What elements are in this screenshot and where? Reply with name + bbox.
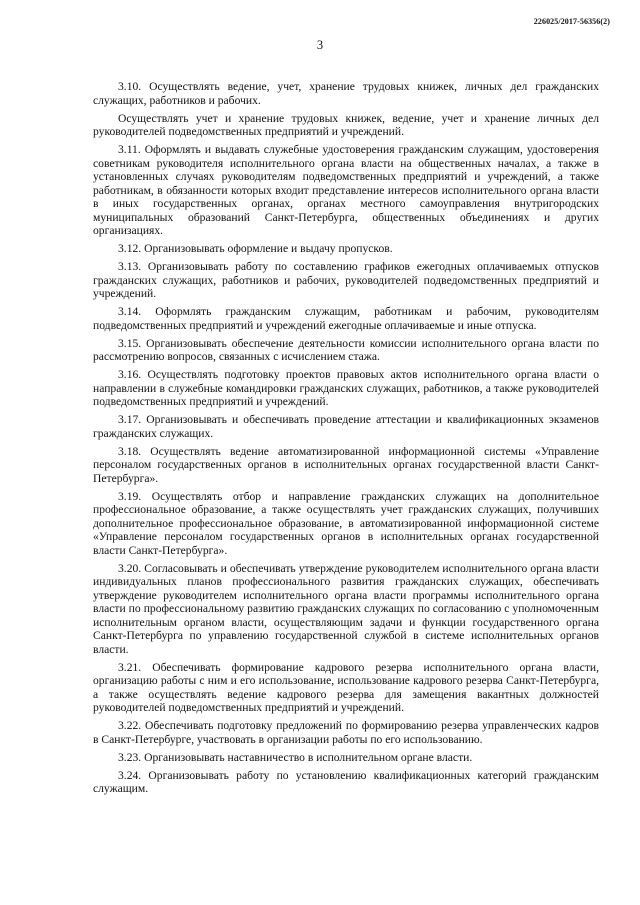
registration-number: 226025/2017-56356(2)	[533, 17, 610, 26]
paragraph-3-13: 3.13. Организовывать работу по составлению графиков ежегодных оплачиваемых отпусков гражданских служащих, работников и рабочих, руководителей подведомственных предприятий и учреждений.	[93, 260, 599, 300]
paragraph-3-20: 3.20. Согласовывать и обеспечивать утверждение руководителем исполнительного органа власти индивидуальных планов профессионального развития гражданских служащих, обеспечивать утверждение руководителем исполнительного органа власти программы исполнительного органа власти по профессиональному развитию гражданских служащих по согласованию с уполномоченным исполнительным органом власти, осуществляющим задачи и функции государственного органа Санкт-Петербурга по управлению государственной службой в системе исполнительных органов власти.	[93, 561, 599, 656]
document-body	[93, 80, 599, 800]
paragraph-3-24: 3.24. Организовывать работу по установлению квалификационных категорий гражданским служащим.	[93, 768, 599, 795]
paragraph-3-15: 3.15. Организовывать обеспечение деятельности комиссии исполнительного органа власти по рассмотрению вопросов, связанных с исчислением стажа.	[93, 336, 599, 363]
paragraph-3-21: 3.21. Обеспечивать формирование кадрового резерва исполнительного органа власти, организацию работы с ним и его использование, использование кадрового резерва Санкт-Петербурга, а также осуществлять ведение кадрового резерва для замещения вакантных должностей руководителей подведомственных предприятий и учреждений.	[93, 660, 599, 714]
paragraph-3-12: 3.12. Организовывать оформление и выдачу пропусков.	[118, 242, 393, 255]
paragraph-3-23: 3.23. Организовывать наставничество в исполнительном органе власти.	[118, 750, 473, 764]
paragraph-3-16: 3.16. Осуществлять подготовку проектов правовых актов исполнительного органа власти о направлении в служебные командировки гражданских служащих, работников, а также руководителей подведомственных предприятий и учреждений.	[93, 368, 599, 408]
paragraph-3-11: 3.11. Оформлять и выдавать служебные удостоверения гражданским служащим, удостоверения советникам руководителя исполнительного органа власти на общественных началах, а также в установленных случаях руководителям подведомственных предприятий и учреждений, а также работникам, в обязанности которых входит представление интересов исполнительного органа власти в иных государственных органах, органах местного самоуправления внутригородских муниципальных образований Санкт-Петербурга, общественных объединениях и других организациях.	[93, 143, 599, 237]
paragraph-3-22: 3.22. Обеспечивать подготовку предложений по формированию резерва управленческих кадров в Санкт-Петербурге, участвовать в организации работы по его использованию.	[93, 719, 599, 746]
paragraph-3-14: 3.14. Оформлять гражданским служащим, работникам и рабочим, руководителям подведомственных предприятий и учреждений ежегодные оплачиваемые и иные отпуска.	[93, 305, 599, 332]
paragraph-3-17: 3.17. Организовывать и обеспечивать проведение аттестации и квалификационных экзаменов гражданских служащих.	[93, 413, 599, 440]
paragraph-3-10-continued: Осуществлять учет и хранение трудовых книжек, ведение, учет и хранение личных дел руководителей подведомственных предприятий и учреждений.	[93, 111, 599, 138]
paragraph-3-10: 3.10. Осуществлять ведение, учет, хранение трудовых книжек, личных дел гражданских служащих, работников и рабочих.	[93, 80, 599, 107]
paragraph-3-18: 3.18. Осуществлять ведение автоматизированной информационной системы «Управление персоналом государственных органов в исполнительных органах государственной власти Санкт-Петербурга».	[93, 444, 599, 485]
page-number: 3	[316, 38, 324, 52]
paragraph-3-19: 3.19. Осуществлять отбор и направление гражданских служащих на дополнительное профессиональное образование, а также осуществлять учет гражданских служащих, получивших дополнительное профессиональное образование, в автоматизированной информационной системе «Управление персоналом государственных органов в исполнительных органах государственной власти Санкт-Петербурга».	[93, 489, 599, 557]
